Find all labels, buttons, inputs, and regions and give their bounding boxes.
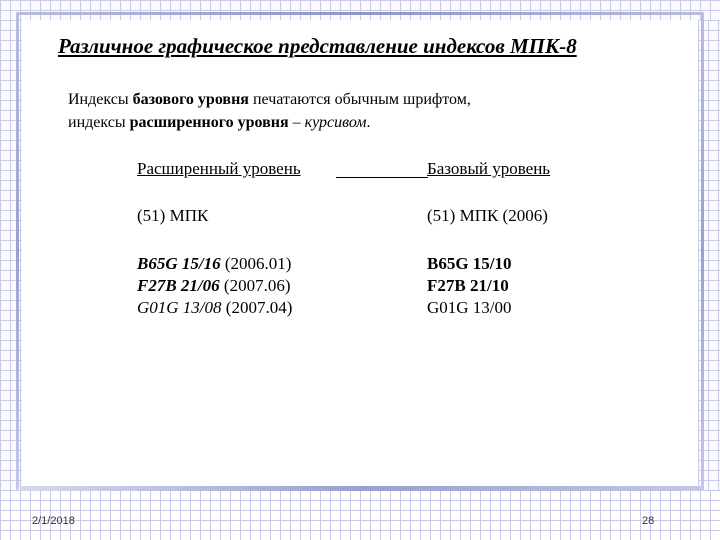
intro-line-2-period: . (366, 114, 371, 131)
extended-code-date: (2007.04) (221, 298, 293, 317)
extended-level-codes (137, 253, 292, 319)
bottom-brush-stroke (20, 486, 704, 491)
extended-code: F27B 21/06 (137, 276, 220, 295)
header-underline-rule (336, 177, 428, 178)
base-level-term: базового уровня (132, 91, 249, 108)
intro-line-2-part-1: индексы (68, 114, 130, 131)
italic-term: курсивом (304, 114, 367, 131)
intro-line-2 (68, 111, 668, 134)
extended-code-date: (2006.01) (220, 254, 292, 273)
extended-code-row (137, 297, 292, 319)
top-brush-stroke (16, 12, 704, 15)
left-brush-stroke (16, 14, 19, 490)
intro-line-2-dash: – (288, 114, 305, 131)
base-level-header: Базовый уровень (427, 159, 551, 178)
intro-text (68, 88, 668, 134)
slide-title: Различное графическое представление индексов МПК-8 (58, 34, 577, 58)
extended-code-date: (2007.06) (219, 276, 291, 295)
top-border-grid (0, 0, 720, 20)
base-code: G01G 13/00 (427, 298, 512, 317)
intro-line-1-part-3: печатаются обычным шрифтом, (248, 91, 471, 108)
extended-code: G01G 13/08 (137, 298, 222, 317)
intro-line-1-part-1: Индексы (68, 91, 133, 108)
bottom-border-grid (0, 490, 720, 540)
base-code: B65G 15/10 (427, 254, 512, 273)
base-level-codes (427, 253, 512, 319)
base-level-subheader: (51) МПК (2006) (427, 206, 548, 225)
intro-line-1 (68, 88, 668, 111)
extended-code-row (137, 253, 292, 275)
right-brush-stroke (701, 14, 704, 490)
base-code: F27B 21/10 (427, 276, 509, 295)
extended-code: B65G 15/16 (137, 254, 221, 273)
extended-code-row (137, 275, 292, 297)
extended-level-header: Расширенный уровень (137, 159, 301, 178)
footer-page-number: 28 (642, 515, 655, 527)
extended-level-term: расширенного уровня (129, 114, 289, 131)
footer-date: 2/1/2018 (32, 515, 75, 527)
extended-level-subheader: (51) МПК (137, 206, 209, 225)
